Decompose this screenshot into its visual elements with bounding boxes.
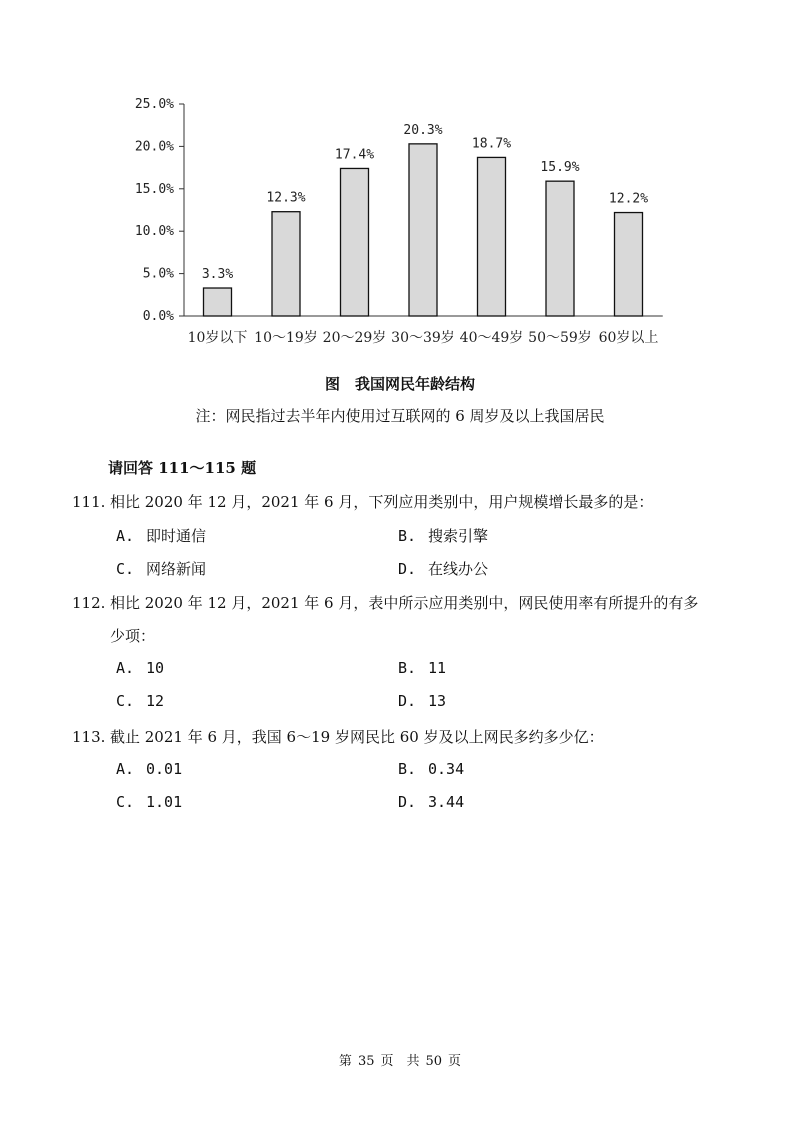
bar bbox=[546, 181, 574, 316]
bar bbox=[341, 168, 369, 316]
bar bbox=[615, 213, 643, 316]
data-label: 20.3% bbox=[403, 122, 443, 138]
category-label: 60岁以上 bbox=[598, 330, 659, 346]
option-label: C. bbox=[116, 793, 135, 811]
y-tick-label: 10.0% bbox=[134, 224, 174, 240]
option-text: 10 bbox=[146, 659, 165, 677]
option-label: D. bbox=[398, 560, 417, 578]
option-label: A. bbox=[116, 760, 135, 778]
question-text: 相比 2020 年 12 月，2021 年 6 月，下列应用类别中，用户规模增长最多的是： bbox=[110, 493, 654, 511]
option-text: 即时通信 bbox=[146, 527, 207, 545]
option-113-a[interactable] bbox=[116, 760, 182, 778]
data-label: 3.3% bbox=[201, 267, 234, 283]
option-111-d[interactable] bbox=[398, 558, 488, 579]
bar bbox=[204, 288, 232, 316]
figure-title: 图 我国网民年龄结构 bbox=[324, 375, 475, 393]
category-label: 10岁以下 bbox=[187, 330, 248, 346]
option-111-b[interactable] bbox=[398, 525, 488, 546]
page-mid: 页 共 bbox=[380, 1054, 420, 1069]
option-text: 3.44 bbox=[428, 793, 465, 811]
option-112-c[interactable] bbox=[116, 692, 164, 710]
data-label: 17.4% bbox=[334, 147, 375, 163]
option-label: A. bbox=[116, 527, 135, 545]
data-label: 15.9% bbox=[540, 160, 580, 176]
option-text: 12 bbox=[146, 692, 165, 710]
question-text: 截止 2021 年 6 月，我国 6～19 岁网民比 60 岁及以上网民多约多少亿： bbox=[110, 728, 604, 746]
page-suffix: 页 bbox=[448, 1054, 462, 1069]
bar bbox=[478, 157, 506, 316]
category-label: 20～29岁 bbox=[322, 330, 387, 346]
option-text: 13 bbox=[428, 692, 447, 710]
option-label: D. bbox=[398, 793, 417, 811]
option-113-b[interactable] bbox=[398, 760, 464, 778]
question-111 bbox=[72, 491, 653, 512]
option-label: C. bbox=[116, 560, 135, 578]
category-label: 30～39岁 bbox=[391, 330, 455, 346]
y-tick-label: 25.0% bbox=[134, 97, 174, 112]
question-113 bbox=[72, 726, 604, 747]
page-footer bbox=[0, 1050, 800, 1069]
option-111-a[interactable] bbox=[116, 525, 206, 546]
question-number: 112. bbox=[72, 594, 106, 612]
option-text: 0.34 bbox=[428, 760, 465, 778]
option-label: A. bbox=[116, 659, 135, 677]
question-text: 相比 2020 年 12 月，2021 年 6 月，表中所示应用类别中，网民使用率有所提升的有多 bbox=[110, 594, 699, 612]
category-label: 50～59岁 bbox=[528, 330, 592, 346]
option-112-a[interactable] bbox=[116, 659, 164, 677]
data-label: 12.2% bbox=[608, 191, 649, 207]
question-112-continuation: 少项： bbox=[110, 627, 156, 645]
option-113-c[interactable] bbox=[116, 793, 182, 811]
section-heading: 请回答 111～115 题 bbox=[108, 459, 257, 477]
data-label: 12.3% bbox=[266, 190, 306, 206]
bar bbox=[409, 144, 437, 316]
category-label: 40～49岁 bbox=[459, 330, 524, 346]
option-label: B. bbox=[398, 527, 417, 545]
bar bbox=[272, 212, 300, 316]
option-112-d[interactable] bbox=[398, 692, 446, 710]
age-structure-bar-chart bbox=[0, 0, 800, 360]
option-text: 1.01 bbox=[146, 793, 183, 811]
option-113-d[interactable] bbox=[398, 793, 464, 811]
option-text: 搜索引擎 bbox=[428, 527, 489, 545]
page-current: 35 bbox=[357, 1054, 375, 1069]
option-text: 0.01 bbox=[146, 760, 183, 778]
option-text: 网络新闻 bbox=[146, 560, 207, 578]
data-label: 18.7% bbox=[471, 136, 512, 152]
option-label: D. bbox=[398, 692, 417, 710]
y-tick-label: 5.0% bbox=[142, 266, 174, 282]
question-112 bbox=[72, 592, 698, 613]
y-tick-label: 15.0% bbox=[134, 181, 174, 197]
page-total: 50 bbox=[425, 1054, 443, 1069]
option-label: B. bbox=[398, 760, 417, 778]
option-text: 在线办公 bbox=[428, 560, 489, 578]
y-tick-label: 0.0% bbox=[142, 309, 174, 324]
category-labels bbox=[188, 329, 659, 346]
y-tick-label: 20.0% bbox=[134, 139, 174, 155]
question-number: 113. bbox=[72, 728, 106, 746]
page-prefix: 第 bbox=[338, 1054, 352, 1069]
category-label: 10～19岁 bbox=[254, 330, 318, 346]
figure-note: 注：网民指过去半年内使用过互联网的 6 周岁及以上我国居民 bbox=[195, 407, 605, 425]
question-number: 111. bbox=[72, 493, 106, 511]
option-label: B. bbox=[398, 659, 417, 677]
option-text: 11 bbox=[428, 659, 447, 677]
option-label: C. bbox=[116, 692, 135, 710]
option-112-b[interactable] bbox=[398, 659, 446, 677]
option-111-c[interactable] bbox=[116, 558, 206, 579]
